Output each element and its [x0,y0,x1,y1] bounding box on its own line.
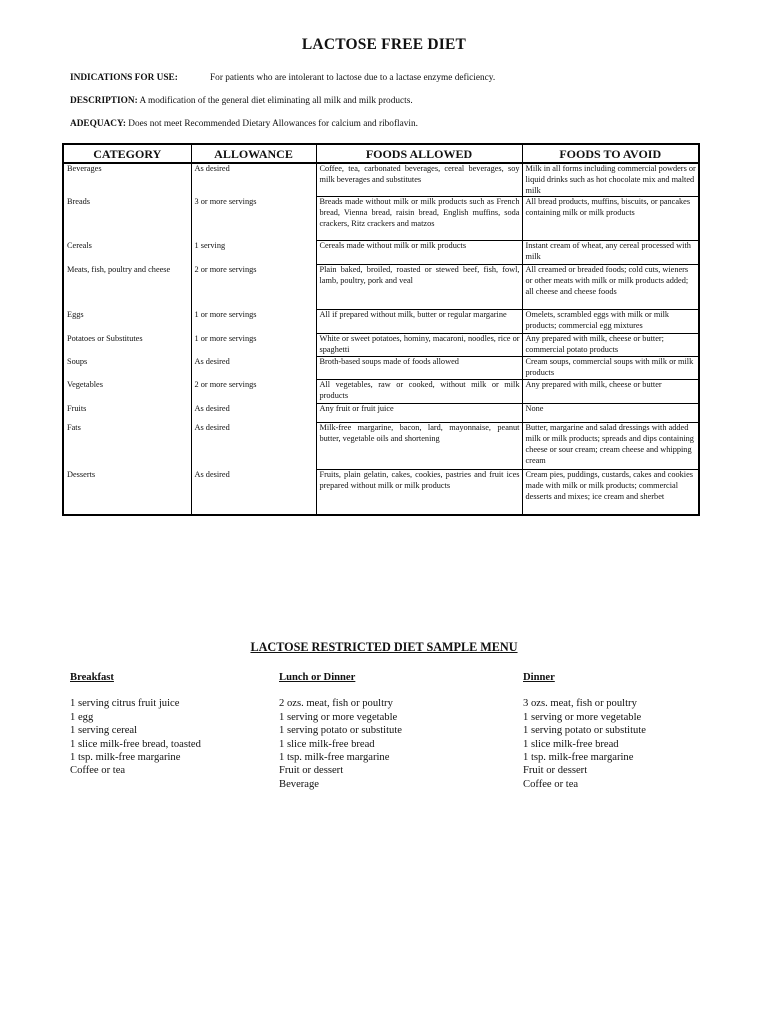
table-row [63,241,699,265]
table-row [63,470,699,515]
category-cell: Cereals [63,241,191,265]
category-cell: Fats [63,423,191,470]
allowance-cell: As desired [191,470,316,515]
description-value: A modification of the general diet eliminating all milk and milk products. [137,96,413,106]
allowance-cell: As desired [191,357,316,380]
allowance-cell: 1 or more servings [191,310,316,334]
foods-to-avoid-cell: All creamed or breaded foods; cold cuts, wieners or other meats with milk or milk products added; all cheese and cheese foods [522,265,699,310]
foods-allowed-cell: Plain baked, broiled, roasted or stewed beef, fish, fowl, lamb, poultry, pork and veal [316,265,522,310]
indications-label: INDICATIONS FOR USE: [70,73,178,83]
header-foods-allowed: FOODS ALLOWED [316,144,522,163]
category-cell: Fruits [63,404,191,423]
foods-allowed-cell: White or sweet potatoes, hominy, macaroni, noodles, rice or spaghetti [316,334,522,357]
page-title: LACTOSE FREE DIET [301,36,467,53]
table-row [63,310,699,334]
menu-item: 1 slice milk-free bread, toasted [70,738,201,750]
foods-to-avoid-cell: Any prepared with milk, cheese or butter [522,380,699,404]
menu-item: 1 serving or more vegetable [279,711,398,723]
menu-item: Coffee or tea [70,765,126,777]
allowance-cell: As desired [191,404,316,423]
category-cell: Desserts [63,470,191,515]
foods-to-avoid-cell: Butter, margarine and salad dressings with added milk or milk products; spreads and dips containing cheese or sour cream; cream cheese and whipping cream [522,423,699,470]
menu-item: 1 tsp. milk-free margarine [70,752,181,764]
allowance-cell: 2 or more servings [191,380,316,404]
category-cell: Potatoes or Substitutes [63,334,191,357]
menu-column-lunch-or-dinner [279,671,402,791]
foods-to-avoid-cell: Cream pies, puddings, custards, cakes and cookies made with milk or milk products; commercial desserts and mixes; ice cream and sherbet [522,470,699,515]
foods-to-avoid-cell: Omelets, scrambled eggs with milk or milk products; commercial egg mixtures [522,310,699,334]
table-row [63,334,699,357]
header-allowance: ALLOWANCE [191,144,316,163]
header-foods-to-avoid: FOODS TO AVOID [522,144,699,163]
menu-item: 1 serving potato or substitute [523,725,646,737]
foods-allowed-cell: Coffee, tea, carbonated beverages, cereal beverages, soy milk beverages and substitutes [316,163,522,197]
menu-item: 1 slice milk-free bread [523,738,619,750]
foods-to-avoid-cell: Instant cream of wheat, any cereal processed with milk [522,241,699,265]
menu-heading: Dinner [523,672,555,683]
description-label: DESCRIPTION: [70,96,138,106]
category-cell: Breads [63,197,191,241]
description-line [70,96,413,106]
menu-column-dinner [523,671,646,791]
menu-item: Fruit or dessert [523,765,588,777]
allowance-cell: 3 or more servings [191,197,316,241]
table-row [63,357,699,380]
indications-line [70,73,496,83]
menu-heading: Lunch or Dinner [279,672,356,683]
foods-allowed-cell: Fruits, plain gelatin, cakes, cookies, pastries and fruit ices prepared without milk or milk products [316,470,522,515]
foods-allowed-cell: All vegetables, raw or cooked, without milk or milk products [316,380,522,404]
allowance-cell: 2 or more servings [191,265,316,310]
menu-item: 1 slice milk-free bread [279,738,375,750]
menu-item: 1 serving citrus fruit juice [70,698,180,710]
foods-to-avoid-cell: Milk in all forms including commercial powders or liquid drinks such as hot chocolate mix and malted milk [522,163,699,197]
foods-allowed-cell: All if prepared without milk, butter or regular margarine [316,310,522,334]
foods-to-avoid-cell: Cream soups, commercial soups with milk or milk products [522,357,699,380]
foods-allowed-cell: Milk-free margarine, bacon, lard, mayonnaise, peanut butter, vegetable oils and shortening [316,423,522,470]
foods-allowed-cell: Any fruit or fruit juice [316,404,522,423]
menu-item: 1 serving potato or substitute [279,725,402,737]
menu-item: 1 tsp. milk-free margarine [523,752,634,764]
allowance-cell: As desired [191,163,316,197]
category-cell: Vegetables [63,380,191,404]
menu-item: Beverage [279,778,319,790]
category-cell: Beverages [63,163,191,197]
menu-heading: Breakfast [70,672,114,683]
adequacy-line [70,119,418,129]
menu-item: 3 ozs. meat, fish or poultry [523,698,637,710]
diet-table [62,143,700,516]
header-category: CATEGORY [63,144,191,163]
adequacy-value: Does not meet Recommended Dietary Allowances for calcium and riboflavin. [125,119,418,129]
category-cell: Eggs [63,310,191,334]
foods-allowed-cell: Broth-based soups made of foods allowed [316,357,522,380]
category-cell: Meats, fish, poultry and cheese [63,265,191,310]
foods-allowed-cell: Cereals made without milk or milk products [316,241,522,265]
menu-item: 1 tsp. milk-free margarine [279,752,390,764]
menu-item: 1 serving cereal [70,725,138,737]
menu-item: 1 serving or more vegetable [523,711,642,723]
table-row [63,380,699,404]
allowance-cell: As desired [191,423,316,470]
table-row [63,265,699,310]
table-row [63,423,699,470]
adequacy-label: ADEQUACY: [70,119,126,129]
table-row [63,197,699,241]
foods-to-avoid-cell: All bread products, muffins, biscuits, or pancakes containing milk or milk products [522,197,699,241]
indications-value: For patients who are intolerant to lactose due to a lactase enzyme deficiency. [210,73,496,83]
foods-to-avoid-cell: Any prepared with milk, cheese or butter; commercial potato products [522,334,699,357]
menu-column-breakfast [70,671,201,778]
menu-title: LACTOSE RESTRICTED DIET SAMPLE MENU [250,640,518,654]
menu-item: Fruit or dessert [279,765,344,777]
menu-item: 2 ozs. meat, fish or poultry [279,698,393,710]
menu-item: 1 egg [70,711,94,723]
table-row [63,163,699,197]
category-cell: Soups [63,357,191,380]
table-header-row [63,144,699,163]
menu-item: Coffee or tea [523,778,579,790]
foods-allowed-cell: Breads made without milk or milk products such as French bread, Vienna bread, raisin bread, English muffins, soda crackers, Ritz crackers and matzos [316,197,522,241]
table-row [63,404,699,423]
foods-to-avoid-cell: None [522,404,699,423]
allowance-cell: 1 serving [191,241,316,265]
allowance-cell: 1 or more servings [191,334,316,357]
